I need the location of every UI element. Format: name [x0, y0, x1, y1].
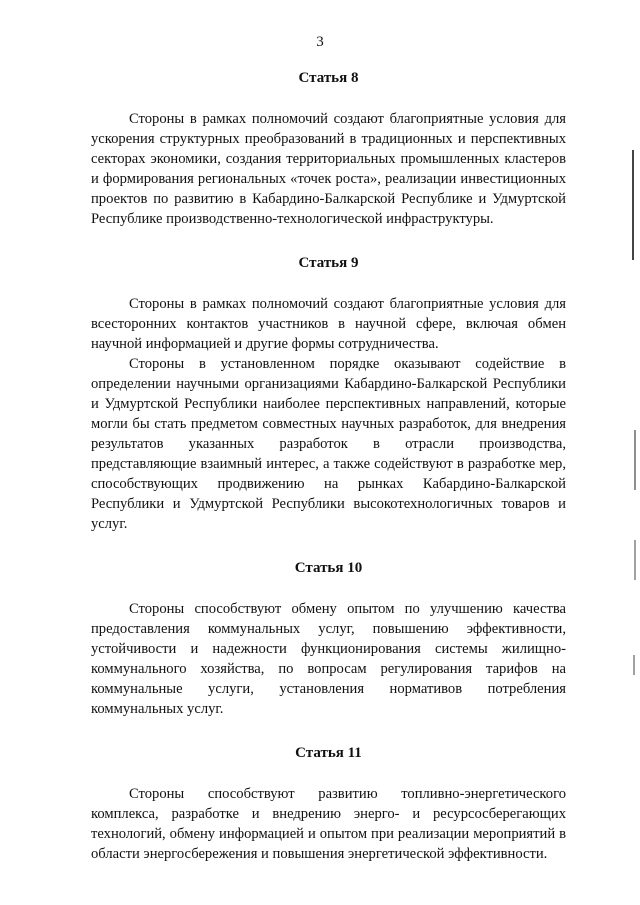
article-11 [91, 745, 566, 864]
article-10 [91, 560, 566, 719]
page-number: 3 [316, 34, 324, 50]
article-title: Статья 9 [298, 255, 359, 271]
scan-edge-mark [633, 655, 635, 675]
scan-edge-mark [634, 430, 636, 490]
article-paragraph: Стороны способствуют развитию топливно-энергетического комплекса, разработке и внедрению энерго- и ресурсосберегающих технологий, обмену информацией и опытом при реализации мероприятий в области энергосбережения и повышения энергетической эффективности. [91, 786, 566, 862]
article-title: Статья 11 [295, 745, 362, 761]
article-paragraph: Стороны в рамках полномочий создают благоприятные условия для всесторонних контактов участников в научной сфере, включая обмен научной информацией и другие формы сотрудничества. [91, 296, 566, 352]
article-9 [91, 255, 566, 534]
article-title: Статья 8 [298, 70, 359, 86]
scan-edge-mark [634, 540, 636, 580]
scan-edge-mark [632, 150, 634, 260]
document-body [91, 70, 566, 890]
article-paragraph: Стороны способствуют обмену опытом по улучшению качества предоставления коммунальных услуг, повышению эффективности, устойчивости и надежности функционирования системы жилищно-коммунального хозяйства, по вопросам регулирования тарифов на коммунальные услуги, установления нормативов потребления коммунальных услуг. [91, 601, 566, 717]
article-8 [91, 70, 566, 229]
article-paragraph: Стороны в установленном порядке оказывают содействие в определении научными организациями Кабардино-Балкарской Республики и Удмуртской Республики наиболее перспективных направлений, которые могли бы стать предметом совместных научных разработок, для внедрения результатов указанных разработок в отрасли производства, представляющие взаимный интерес, а также содействуют в разработке мер, способствующих продвижению на рынках Кабардино-Балкарской Республики и Удмуртской Республики высокотехнологичных товаров и услуг. [91, 356, 566, 532]
article-title: Статья 10 [294, 560, 363, 576]
article-paragraph: Стороны в рамках полномочий создают благоприятные условия для ускорения структурных преобразований в традиционных и перспективных секторах экономики, создания территориальных промышленных кластеров и формирования региональных «точек роста», реализации инвестиционных проектов по развитию в Кабардино-Балкарской Республике и Удмуртской Республике производственно-технологической инфраструктуры. [91, 111, 566, 227]
